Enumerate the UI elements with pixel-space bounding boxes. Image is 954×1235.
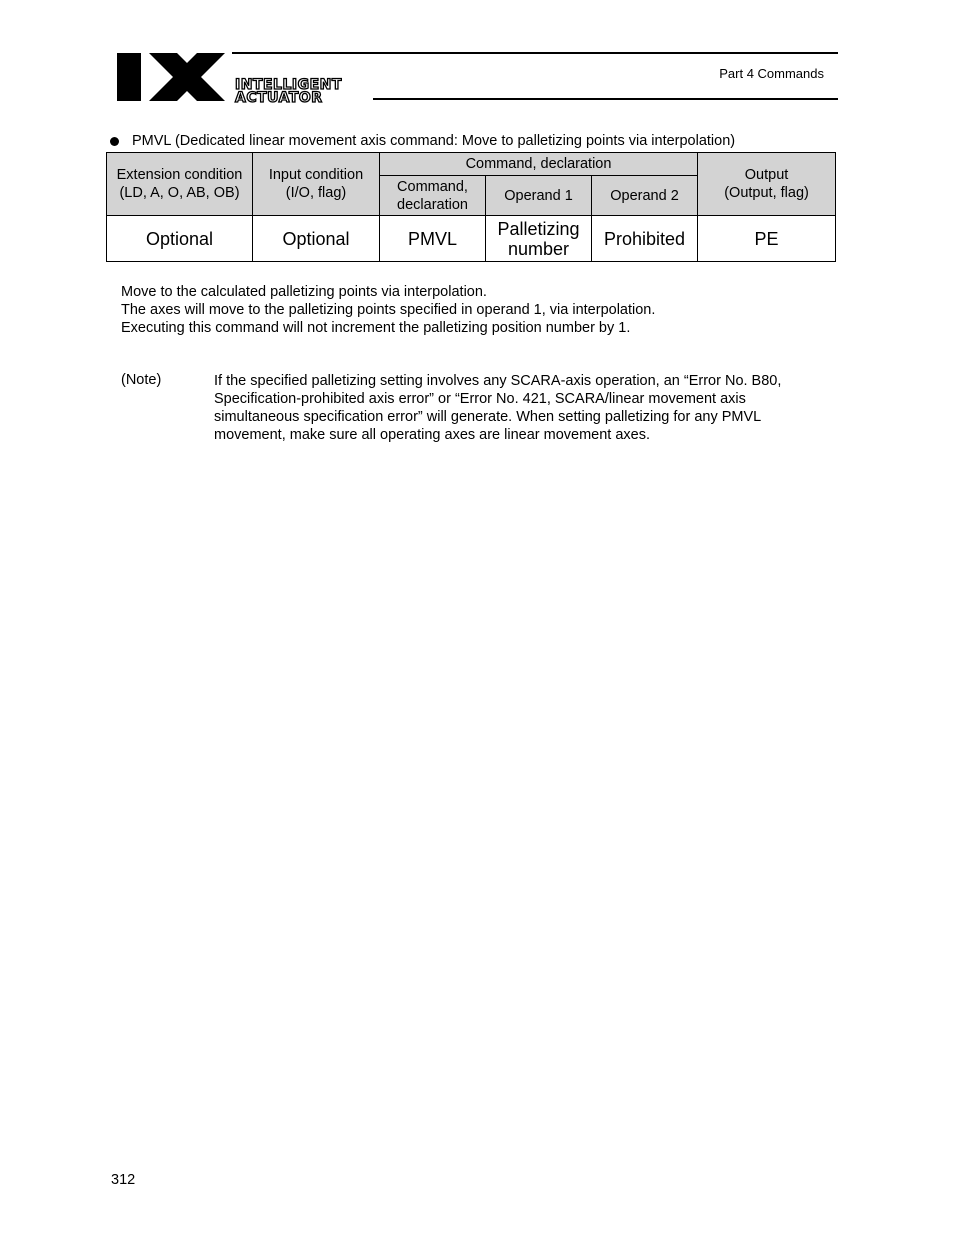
command-description: [121, 283, 655, 337]
cell-operand1: [486, 216, 592, 262]
description-line: The axes will move to the palletizing points specified in operand 1, via interpolation.: [121, 302, 656, 318]
cell-extension: [107, 216, 253, 262]
note-line: Specification-prohibited axis error” or “Error No. 421, SCARA/linear movement axis: [214, 391, 746, 407]
header-output-text: Output (Output, flag): [724, 167, 809, 201]
header-operand2-text: Operand 2: [610, 187, 679, 204]
description-line: Move to the calculated palletizing points via interpolation.: [121, 284, 487, 300]
bullet-icon: [110, 137, 119, 146]
header-command-group: [380, 153, 698, 176]
header-command-text: Command, declaration: [397, 178, 468, 213]
logo-brand-line2: ACTUATOR: [235, 90, 323, 106]
cell-operand2: [592, 216, 698, 262]
part-label: Part 4 Commands: [719, 66, 824, 81]
note-line: movement, make sure all operating axes are linear movement axes.: [214, 427, 651, 443]
header-output: [698, 153, 836, 216]
header-input-condition: [253, 153, 380, 216]
header-operand1: [486, 176, 592, 216]
description-line: Executing this command will not increment the palletizing position number by 1.: [121, 320, 631, 336]
header-rule-top: [232, 52, 838, 54]
header-command-group-text: Command, declaration: [465, 156, 612, 172]
cell-input-text: Optional: [282, 228, 350, 249]
cell-output: [698, 216, 836, 262]
note-line: simultaneous specification error” will generate. When setting palletizing for any PMVL: [214, 409, 762, 425]
cell-operand2-text: Prohibited: [603, 228, 686, 249]
command-heading-text: PMVL (Dedicated linear movement axis command: Move to palletizing points via interpolation): [132, 133, 736, 149]
header-rule-bottom: [373, 98, 838, 100]
cell-operand1-text: Palletizing number: [497, 218, 580, 259]
header-input-text: Input condition (I/O, flag): [268, 167, 364, 201]
logo-brand-line1: INTELLIGENT: [235, 77, 342, 93]
header-extension-text: Extension condition (LD, A, O, AB, OB): [116, 167, 243, 201]
header-operand2: [592, 176, 698, 216]
logo-i-bar: [117, 53, 141, 101]
cell-extension-text: Optional: [145, 228, 214, 249]
cell-output-text: PE: [754, 228, 779, 249]
cell-command: [380, 216, 486, 262]
header-extension-condition: [107, 153, 253, 216]
command-heading: [110, 133, 735, 149]
note-label: (Note): [121, 372, 162, 388]
page-number: 312: [111, 1172, 136, 1188]
cell-input: [253, 216, 380, 262]
note-body: [214, 372, 834, 444]
header-command-declaration: [380, 176, 486, 216]
command-table: [106, 152, 836, 262]
cell-command-text: PMVL: [407, 228, 458, 249]
note-line: If the specified palletizing setting involves any SCARA-axis operation, an “Error No. B80,: [214, 373, 782, 389]
header-operand1-text: Operand 1: [504, 187, 573, 204]
